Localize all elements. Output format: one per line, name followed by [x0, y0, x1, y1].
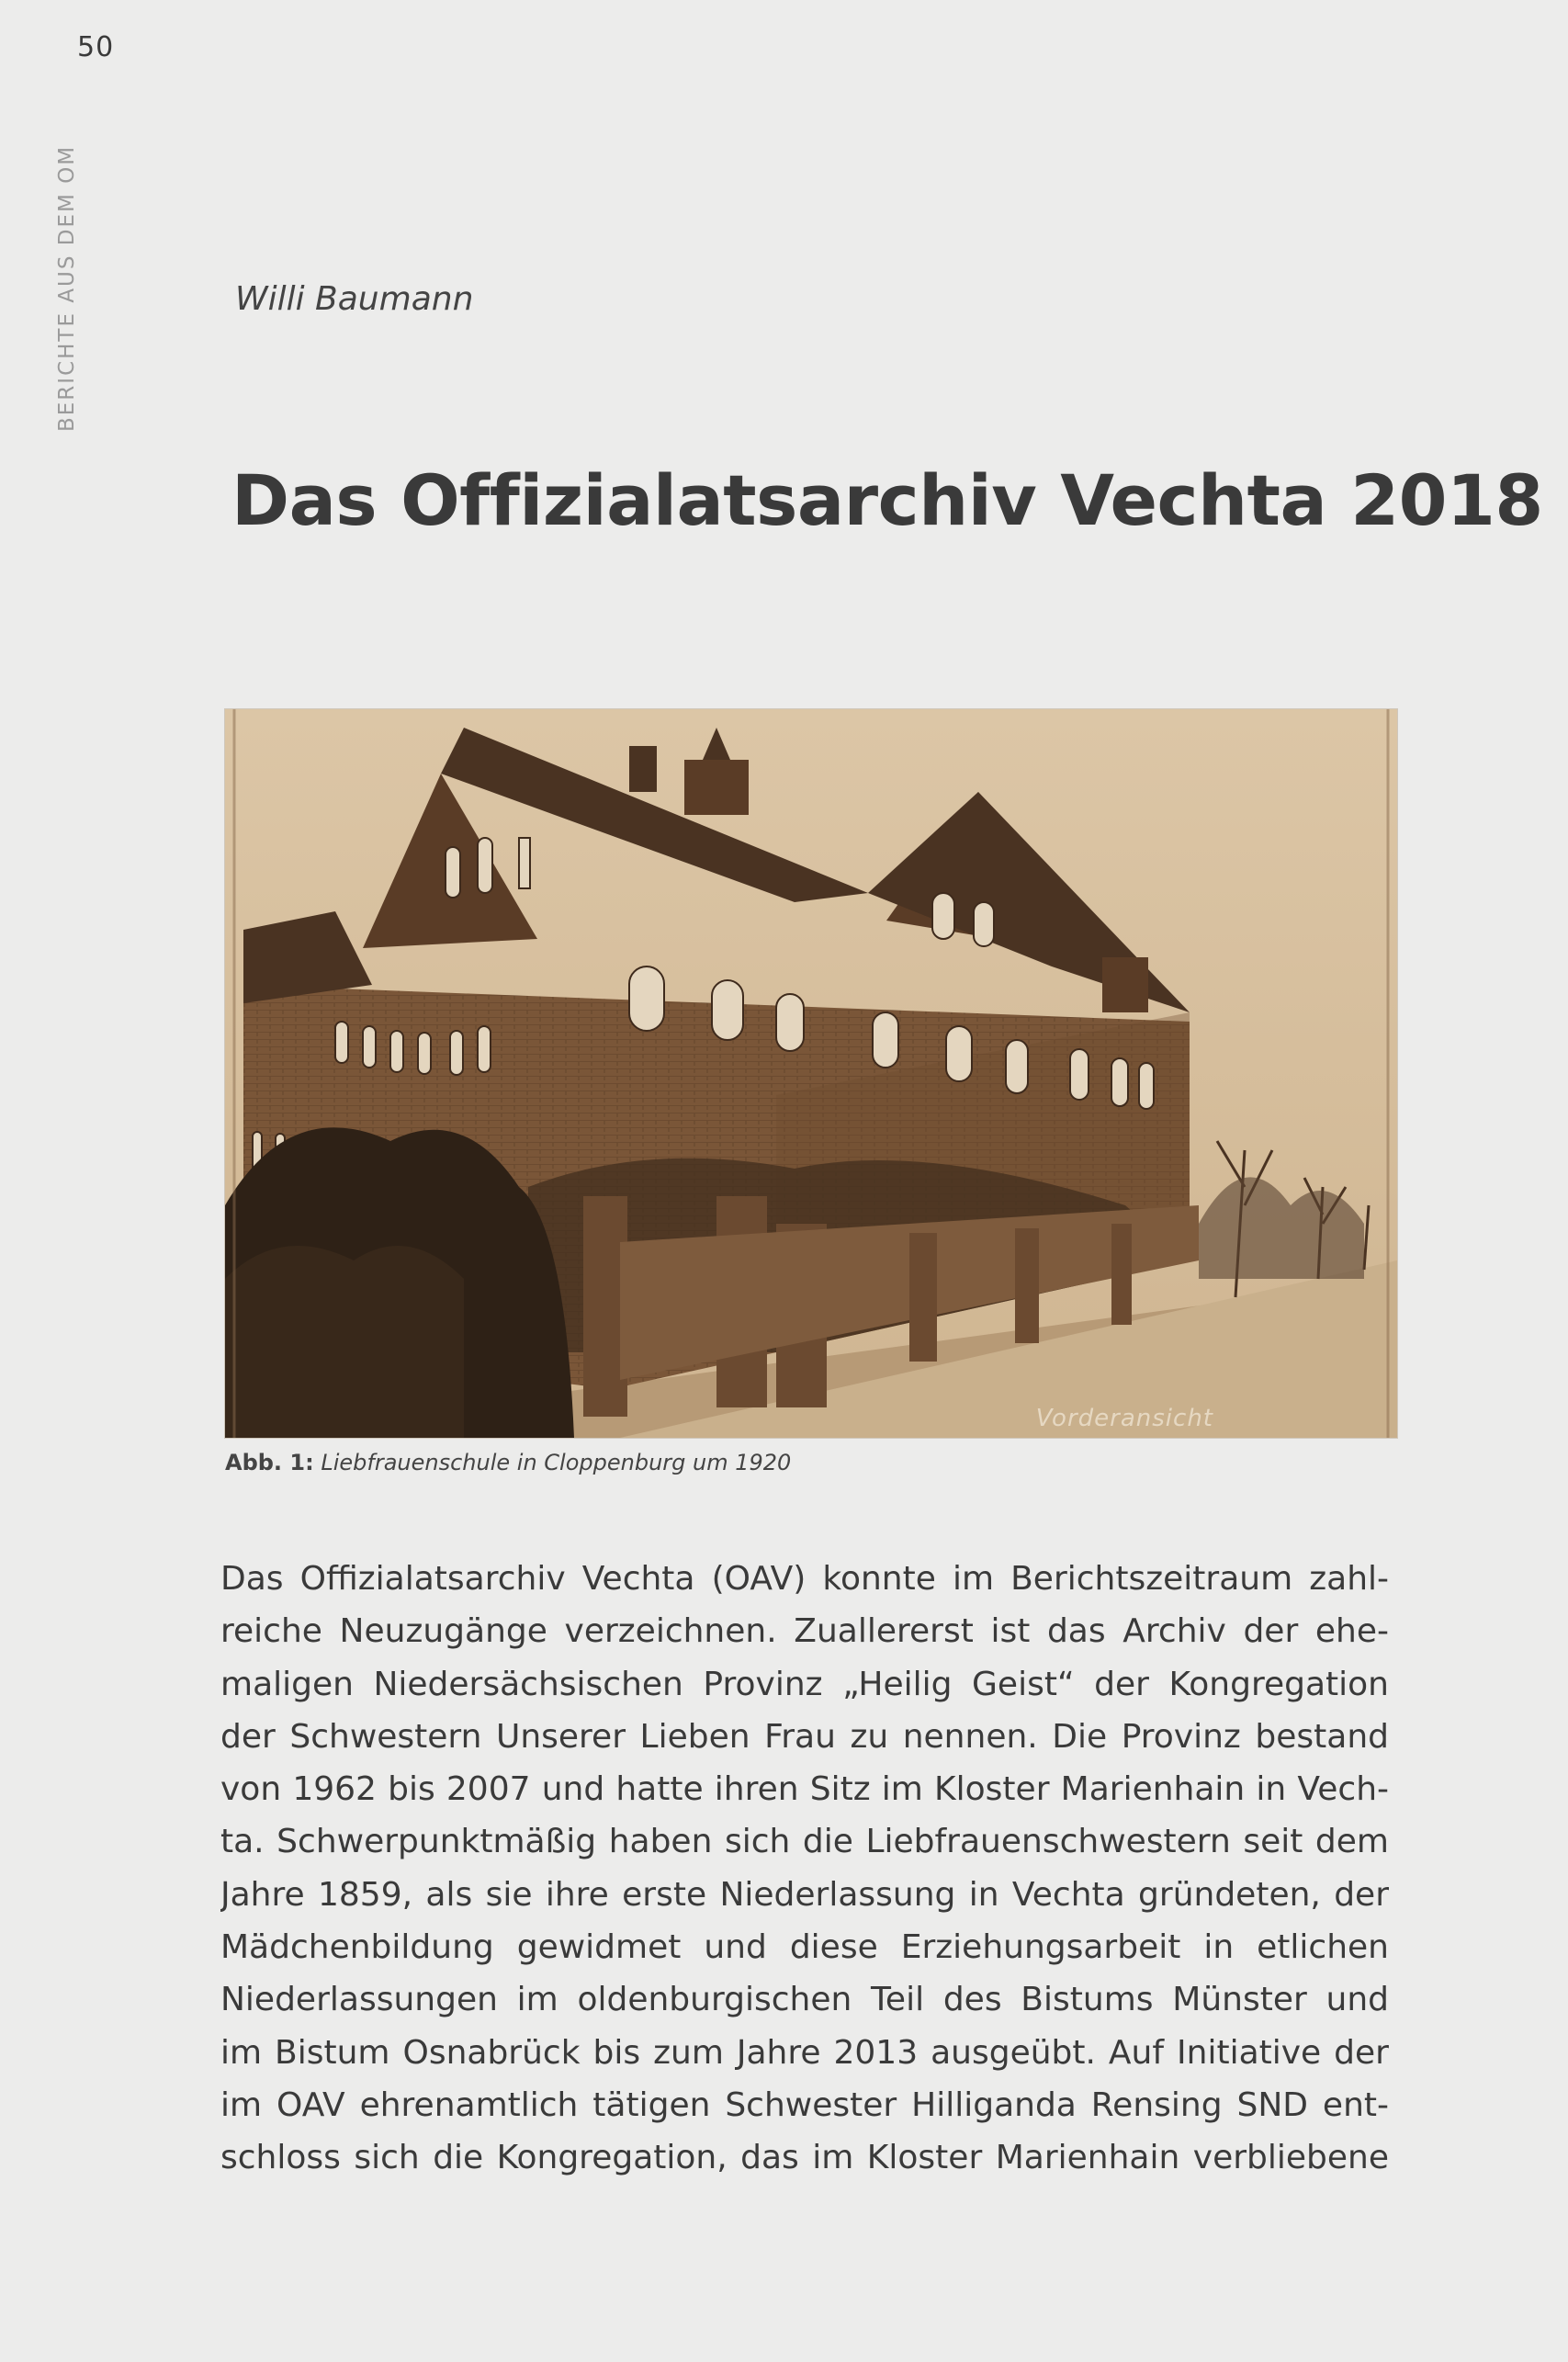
body-line: Niederlassungen im oldenburgischen Teil des Bistums Münster und: [220, 1981, 1389, 2019]
article-title: Das Offizialatsarchiv Vechta 2018: [231, 459, 1543, 541]
body-line: der Schwestern Unserer Lieben Frau zu nennen. Die Provinz bestand: [220, 1717, 1389, 1756]
body-line: ta. Schwerpunktmäßig haben sich die Liebfrauenschwestern seit dem: [220, 1823, 1389, 1861]
body-line: Jahre 1859, als sie ihre erste Niederlassung in Vechta gründeten, der: [220, 1875, 1389, 1914]
body-line: Mädchenbildung gewidmet und diese Erziehungsarbeit in etlichen: [220, 1928, 1389, 1967]
body-line: reiche Neuzugänge verzeichnen. Zuallererst ist das Archiv der ehe-: [220, 1612, 1389, 1651]
figure-caption: [225, 1450, 791, 1475]
body-line: im Bistum Osnabrück bis zum Jahre 2013 ausgeübt. Auf Initiative der: [220, 2033, 1389, 2072]
running-head: BERICHTE AUS DEM OM: [55, 144, 79, 432]
body-paragraph: [220, 1553, 1389, 2185]
body-line: von 1962 bis 2007 und hatte ihren Sitz im Kloster Marienhain in Vech-: [220, 1770, 1389, 1809]
caption-label: Abb. 1:: [225, 1450, 314, 1475]
body-line: schloss sich die Kongregation, das im Kloster Marienhain verbliebene: [220, 2139, 1389, 2177]
body-line: maligen Niedersächsischen Provinz „Heilig Geist“ der Kongregation: [220, 1665, 1389, 1703]
photo-inscription: Vorderansicht: [1035, 1405, 1213, 1432]
body-line: Das Offizialatsarchiv Vechta (OAV) konnte im Berichtszeitraum zahl-: [220, 1560, 1389, 1598]
caption-text: Liebfrauenschule in Cloppenburg um 1920: [321, 1450, 792, 1475]
figure-photo: [225, 709, 1397, 1438]
body-line: im OAV ehrenamtlich tätigen Schwester Hilliganda Rensing SND ent-: [220, 2085, 1389, 2124]
building-photo-illustration: [225, 709, 1397, 1438]
page-number: 50: [77, 31, 115, 63]
article-author: Willi Baumann: [235, 280, 474, 318]
